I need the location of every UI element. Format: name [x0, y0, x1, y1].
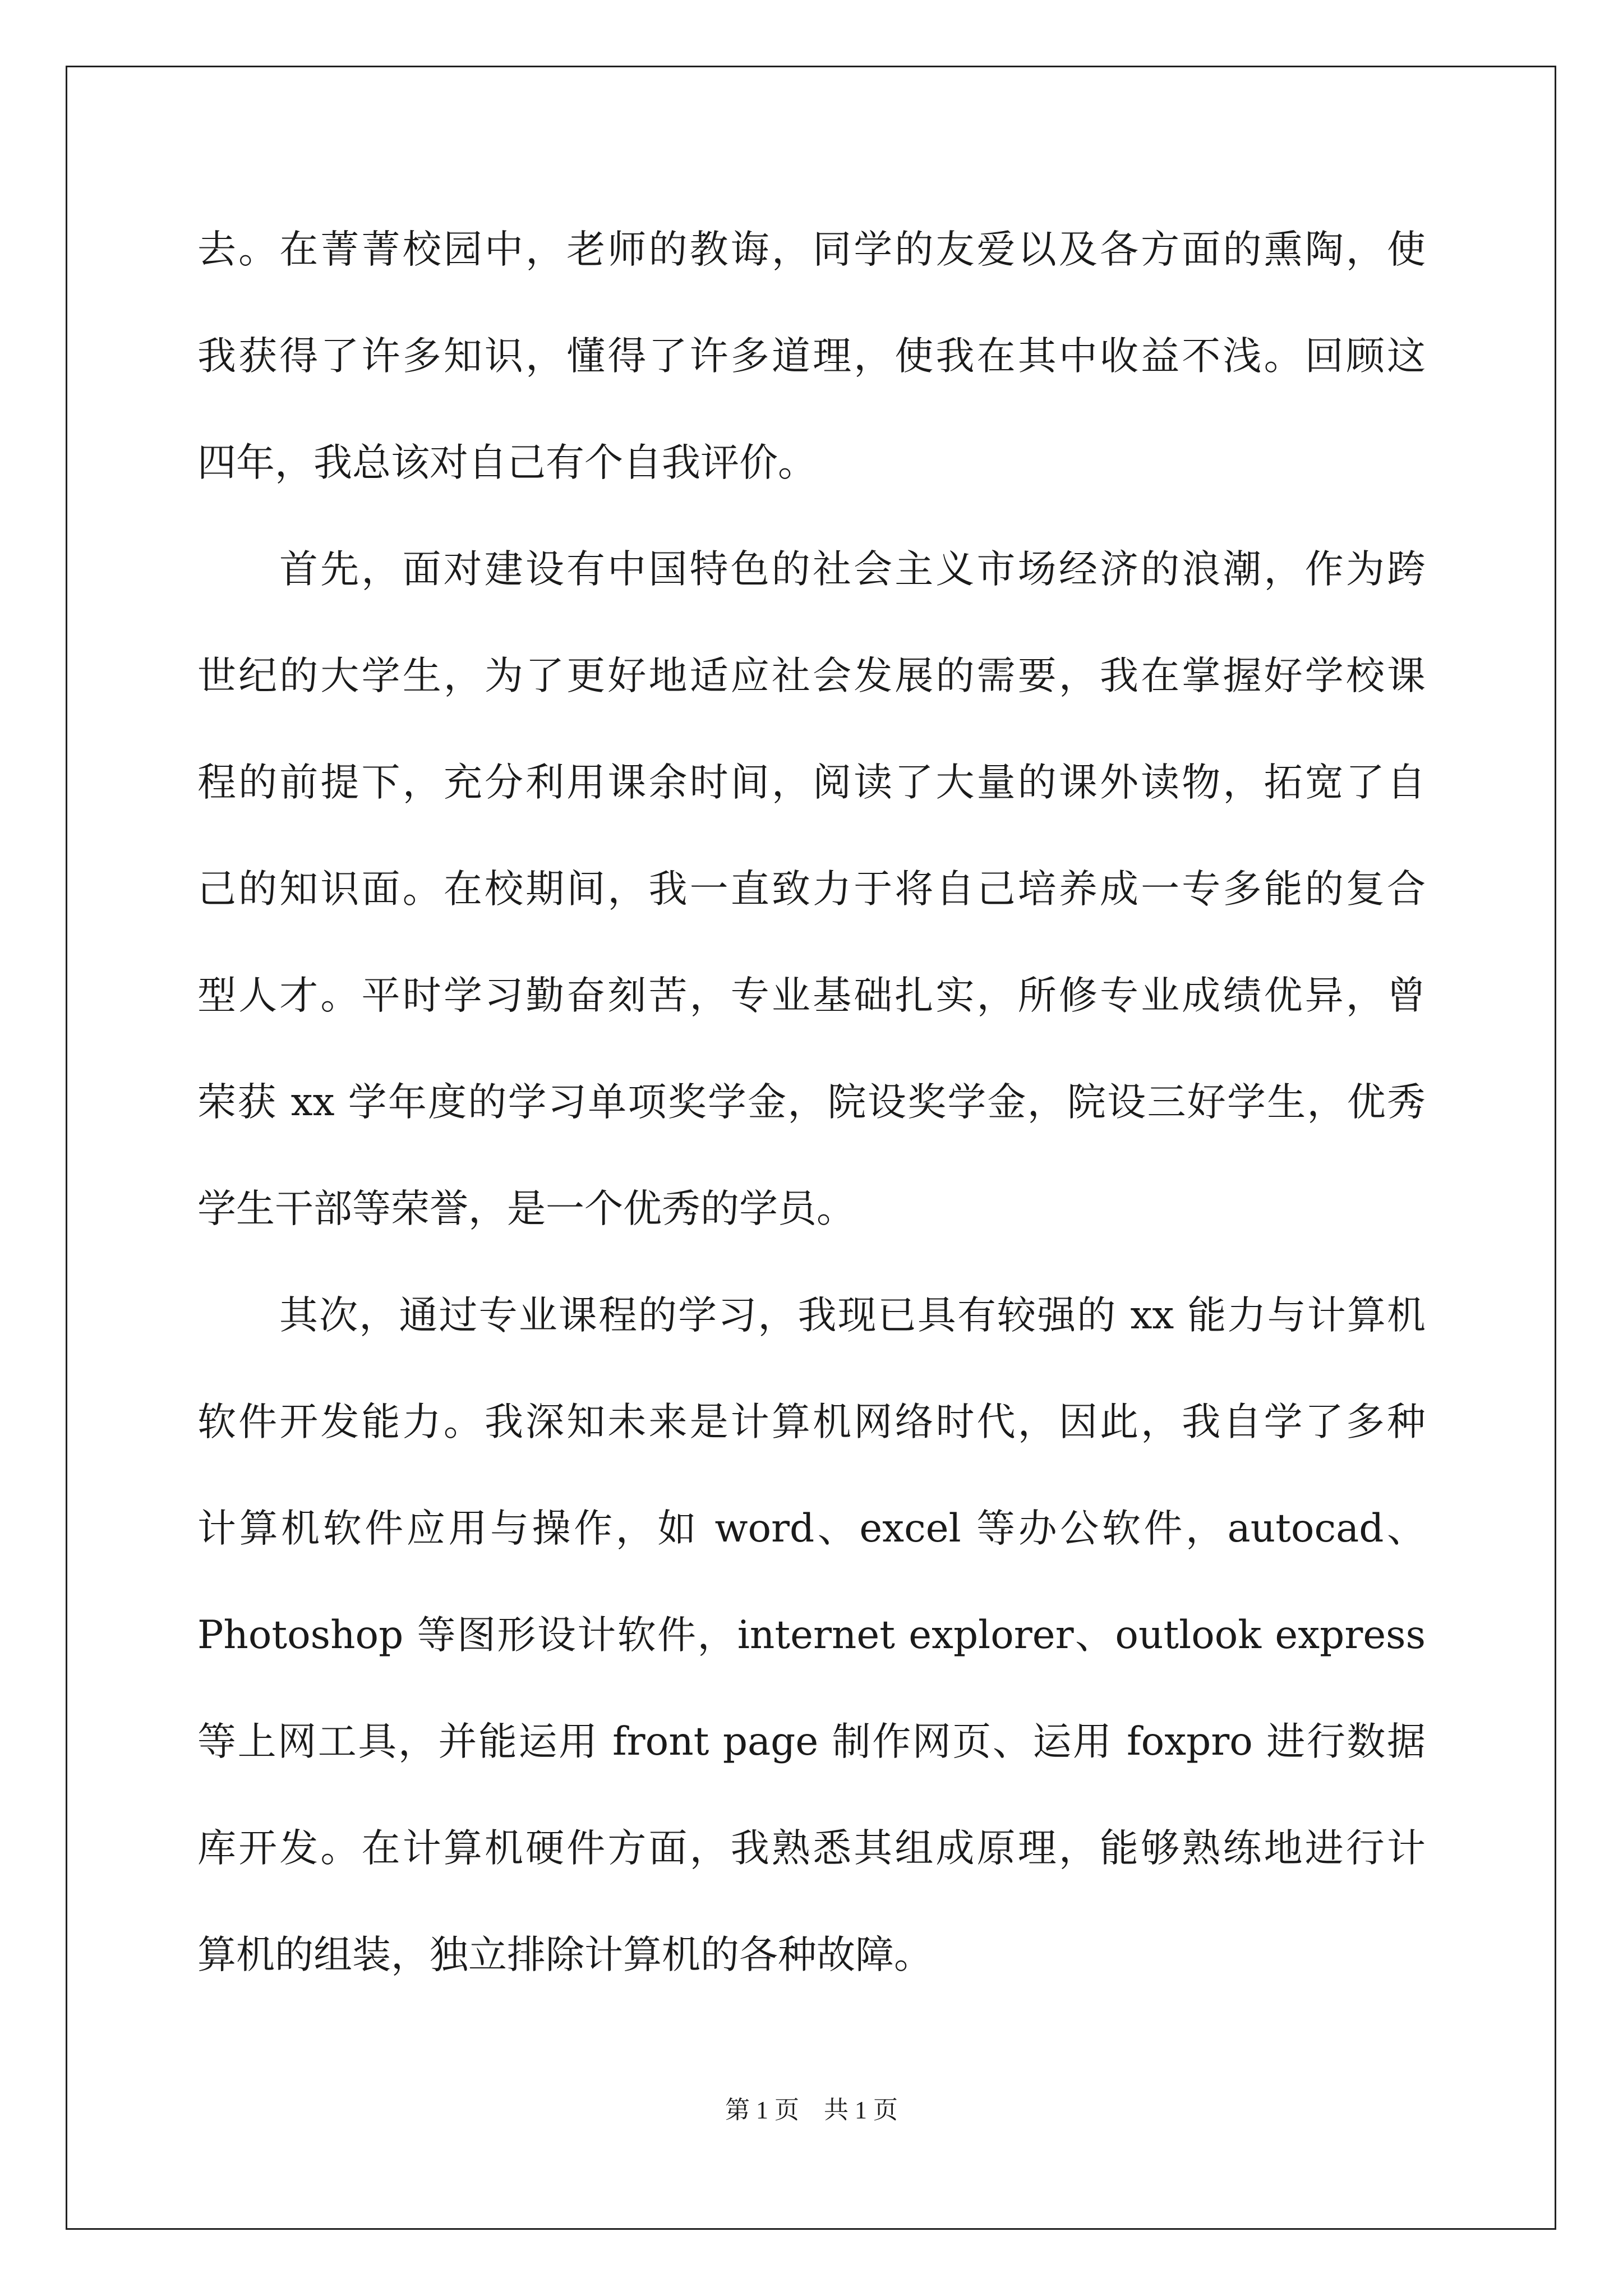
text-line: 首先，面对建设有中国特色的社会主义市场经济的浪潮，作为跨 [279, 547, 1426, 592]
text-line: 等上网工具，并能运用 front page 制作网页、运用 foxpro 进行数据 [197, 1719, 1426, 1764]
text-line: 学生干部等荣誉，是一个优秀的学员。 [197, 1186, 855, 1231]
text-line: 程的前提下，充分利用课余时间，阅读了大量的课外读物，拓宽了自 [197, 760, 1426, 805]
paragraph-2 [197, 539, 1426, 1285]
document-body [197, 219, 1426, 2031]
text-line: 荣获 xx 学年度的学习单项奖学金，院设奖学金，院设三好学生，优秀 [197, 1080, 1426, 1125]
paragraph-1 [197, 219, 1426, 539]
text-line: 我获得了许多知识，懂得了许多道理，使我在其中收益不浅。回顾这 [197, 334, 1426, 379]
text-line: 四年，我总该对自己有个自我评价。 [197, 440, 817, 485]
page-number-footer: 第 1 页 共 1 页 [725, 2096, 898, 2124]
text-line: 软件开发能力。我深知未来是计算机网络时代，因此，我自学了多种 [197, 1400, 1426, 1444]
text-line: 去。在菁菁校园中，老师的教诲，同学的友爱以及各方面的熏陶，使 [197, 227, 1426, 272]
text-line: 计算机软件应用与操作，如 word、excel 等办公软件，autocad、 [197, 1506, 1426, 1551]
paragraph-3 [197, 1285, 1426, 2031]
text-line: 库开发。在计算机硬件方面，我熟悉其组成原理，能够熟练地进行计 [197, 1826, 1426, 1871]
text-line: Photoshop 等图形设计软件，internet explorer、outlook express [197, 1613, 1426, 1658]
text-line: 其次，通过专业课程的学习，我现已具有较强的 xx 能力与计算机 [279, 1293, 1426, 1338]
text-line: 算机的组装，独立排除计算机的各种故障。 [197, 1932, 933, 1977]
text-line: 世纪的大学生，为了更好地适应社会发展的需要，我在掌握好学校课 [197, 654, 1426, 698]
text-line: 型人才。平时学习勤奋刻苦，专业基础扎实，所修专业成绩优异，曾 [197, 973, 1426, 1018]
text-line: 己的知识面。在校期间，我一直致力于将自己培养成一专多能的复合 [197, 867, 1426, 912]
